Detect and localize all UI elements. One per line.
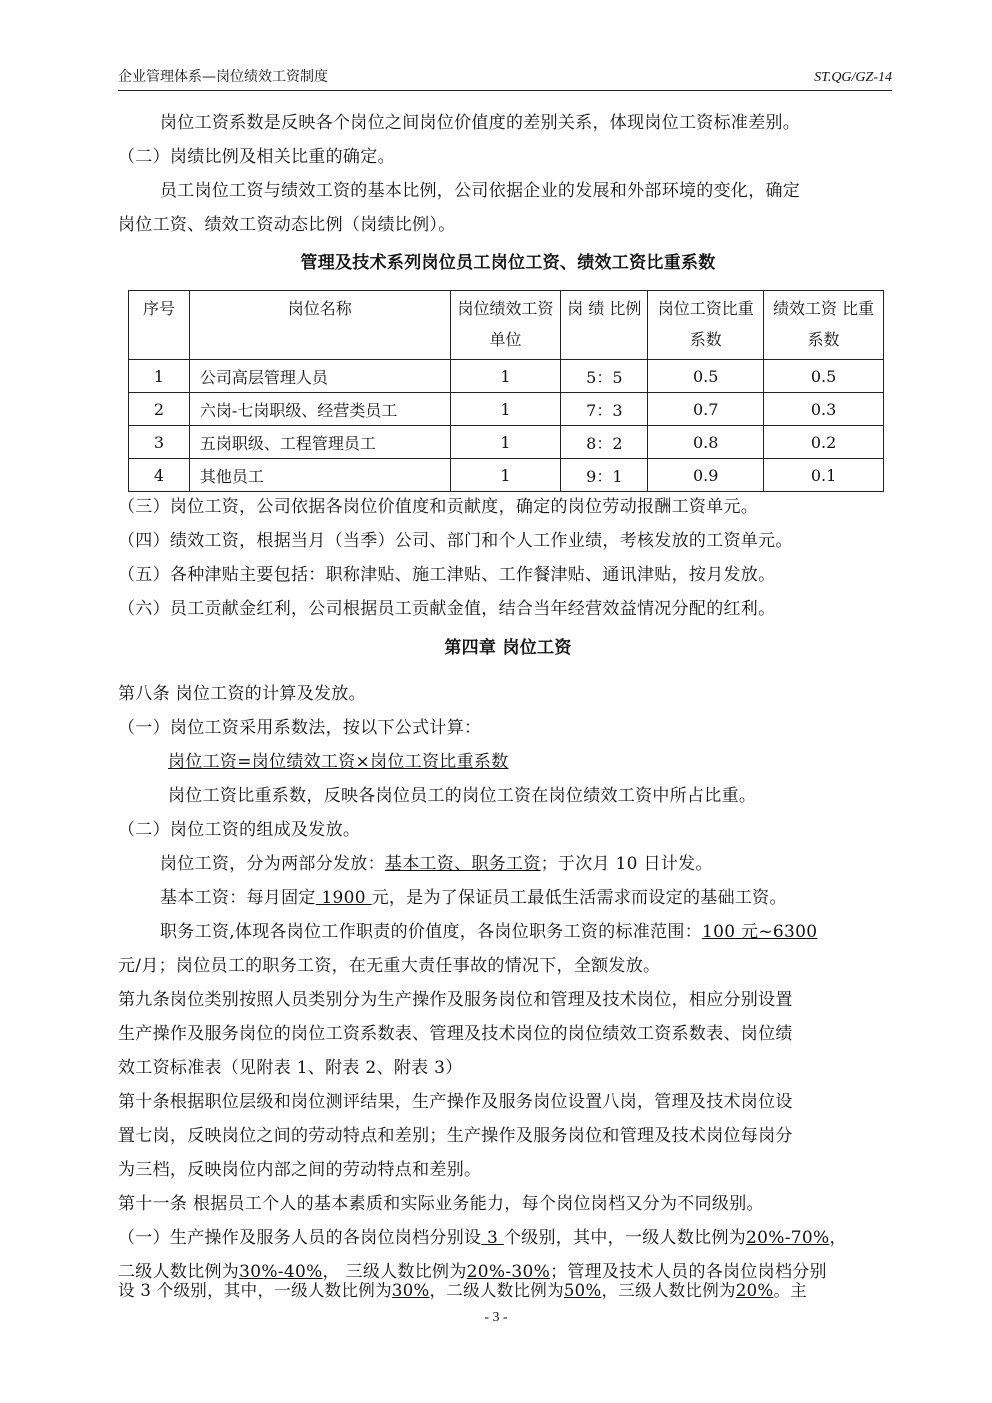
table-cell: 1 xyxy=(450,459,561,492)
underlined-text: 50% xyxy=(563,1281,602,1300)
underlined-text: 20% xyxy=(735,1281,774,1300)
paragraph xyxy=(118,1280,898,1302)
col-header: 绩效工资 比重系数 xyxy=(764,291,884,360)
table-cell: 0.3 xyxy=(764,393,884,426)
formula-text: 岗位工资=岗位绩效工资×岗位工资比重系数 xyxy=(168,752,509,772)
article-heading: 第八条 岗位工资的计算及发放。 xyxy=(118,684,366,704)
underlined-text: 100 元~6300 xyxy=(702,922,818,942)
text-run: 职务工资,体现各岗位工作职责的价值度，各岗位职务工资的标准范围： xyxy=(160,922,703,942)
table-row xyxy=(129,393,884,426)
paragraph: （五）各种津贴主要包括：职称津贴、施工津贴、工作餐津贴、通讯津贴，按月发放。 xyxy=(118,565,776,585)
underlined-text: 30% xyxy=(391,1281,430,1300)
text-run: ；管理及技术人员的各岗位岗档分别 xyxy=(550,1262,827,1282)
text-run: 二级人数比例为 xyxy=(118,1262,240,1282)
table-cell: 5：5 xyxy=(561,360,648,393)
paragraph xyxy=(160,887,898,909)
article-text: 置七岗，反映岗位之间的劳动特点和差别；生产操作及服务岗位和管理及技术岗位每岗分 xyxy=(118,1126,793,1146)
article-text: 效工资标准表（见附表 1、附表 2、附表 3） xyxy=(118,1058,463,1078)
table-cell: 其他员工 xyxy=(189,459,450,492)
article-text: 第九条岗位类别按照人员类别分为生产操作及服务岗位和管理及技术岗位，相应分别设置 xyxy=(118,990,793,1010)
underlined-text: 20%-70% xyxy=(746,1228,830,1248)
text-run: （一）生产操作及服务人员的各岗位岗档分别设 xyxy=(118,1228,482,1248)
header-title: 企业管理体系—岗位绩效工资制度 xyxy=(118,69,328,85)
table-row xyxy=(129,360,884,393)
table-cell: 0.9 xyxy=(648,459,764,492)
chapter-heading: 第四章 岗位工资 xyxy=(444,638,572,658)
underlined-text: 基本工资、职务工资 xyxy=(384,854,541,874)
article-text: 第十条根据职位层级和岗位测评结果，生产操作及服务岗位设置八岗，管理及技术岗位设 xyxy=(118,1092,793,1112)
page-number: - 3 - xyxy=(484,1310,508,1325)
paragraph: （一）岗位工资采用系数法，按以下公式计算： xyxy=(118,718,482,738)
table-cell: 8：2 xyxy=(561,426,648,459)
text-run: 元，是为了保证员工最低生活需求而设定的基础工资。 xyxy=(371,888,787,908)
table-cell: 0.5 xyxy=(648,360,764,393)
paragraph: （二）岗位工资的组成及发放。 xyxy=(118,820,361,840)
table-header-row xyxy=(129,291,884,360)
table-cell: 1 xyxy=(450,360,561,393)
text-run: 。主 xyxy=(773,1281,808,1300)
article-text: 生产操作及服务岗位的岗位工资系数表、管理及技术岗位的岗位绩效工资系数表、岗位绩 xyxy=(118,1024,793,1044)
table-cell: 0.8 xyxy=(648,426,764,459)
text-run: ， xyxy=(829,1228,847,1248)
col-header: 岗位工资比重系数 xyxy=(648,291,764,360)
paragraph: 岗位工资系数是反映各个岗位之间岗位价值度的差别关系，体现岗位工资标准差别。 xyxy=(160,113,801,133)
paragraph: （六）员工贡献金红利，公司根据员工贡献金值，结合当年经营效益情况分配的红利。 xyxy=(118,599,776,619)
underlined-text: 20%-30% xyxy=(466,1262,551,1282)
text-run: ，三级人数比例为 xyxy=(601,1281,736,1300)
article-text: 第十一条 根据员工个人的基本素质和实际业务能力，每个岗位岗档又分为不同级别。 xyxy=(118,1194,764,1214)
section-heading: （二）岗绩比例及相关比重的确定。 xyxy=(118,147,395,167)
table-cell: 五岗职级、工程管理员工 xyxy=(189,426,450,459)
table-cell: 1 xyxy=(450,393,561,426)
table-row xyxy=(129,459,884,492)
table-cell: 9：1 xyxy=(561,459,648,492)
table-cell: 3 xyxy=(129,426,190,459)
table-cell: 0.1 xyxy=(764,459,884,492)
text-run: 设 3 个级别，其中，一级人数比例为 xyxy=(118,1281,392,1300)
paragraph: （四）绩效工资，根据当月（当季）公司、部门和个人工作业绩，考核发放的工资单元。 xyxy=(118,531,793,551)
table-cell: 4 xyxy=(129,459,190,492)
text-run: ；于次月 10 日计发。 xyxy=(540,854,713,874)
text-run: 岗位工资，分为两部分发放： xyxy=(160,854,385,874)
table-cell: 0.2 xyxy=(764,426,884,459)
col-header: 岗 绩 比例 xyxy=(561,291,648,360)
paragraph: 岗位工资比重系数，反映各岗位员工的岗位工资在岗位绩效工资中所占比重。 xyxy=(168,786,757,806)
text-run: 个级别，其中，一级人数比例为 xyxy=(503,1228,747,1248)
paragraph: （三）岗位工资，公司依据各岗位价值度和贡献度，确定的岗位劳动报酬工资单元。 xyxy=(118,497,759,517)
paragraph xyxy=(160,853,898,875)
underlined-text: 3 xyxy=(481,1228,504,1248)
table-cell: 公司高层管理人员 xyxy=(189,360,450,393)
ratio-table xyxy=(128,290,884,492)
table-row xyxy=(129,426,884,459)
col-header: 序号 xyxy=(129,291,190,360)
text-run: ，二级人数比例为 xyxy=(429,1281,564,1300)
table-cell: 1 xyxy=(450,426,561,459)
text-run: ， 三级人数比例为 xyxy=(322,1262,467,1282)
page-header xyxy=(118,64,892,91)
paragraph: 员工岗位工资与绩效工资的基本比例，公司依据企业的发展和外部环境的变化，确定 xyxy=(160,181,801,201)
article-text: 为三档，反映岗位内部之间的劳动特点和差别。 xyxy=(118,1160,482,1180)
table-cell: 0.5 xyxy=(764,360,884,393)
paragraph: 岗位工资、绩效工资动态比例（岗绩比例）。 xyxy=(118,215,456,235)
table-title: 管理及技术系列岗位员工岗位工资、绩效工资比重系数 xyxy=(300,253,716,273)
paragraph xyxy=(160,921,898,943)
paragraph: 元/月；岗位员工的职务工资，在无重大责任事故的情况下，全额发放。 xyxy=(118,956,661,976)
table-cell: 7：3 xyxy=(561,393,648,426)
table-cell: 2 xyxy=(129,393,190,426)
underlined-text: 30%-40% xyxy=(239,1262,323,1282)
formula xyxy=(168,751,898,773)
underlined-text: 1900 xyxy=(315,888,372,908)
header-doc-code: ST.QG/GZ-14 xyxy=(814,70,892,85)
text-run: 基本工资：每月固定 xyxy=(160,888,316,908)
table-cell: 1 xyxy=(129,360,190,393)
paragraph xyxy=(118,1227,898,1249)
col-header: 岗位绩效工资单位 xyxy=(450,291,561,360)
table-cell: 六岗-七岗职级、经营类员工 xyxy=(189,393,450,426)
table-cell: 0.7 xyxy=(648,393,764,426)
col-header: 岗位名称 xyxy=(189,291,450,360)
